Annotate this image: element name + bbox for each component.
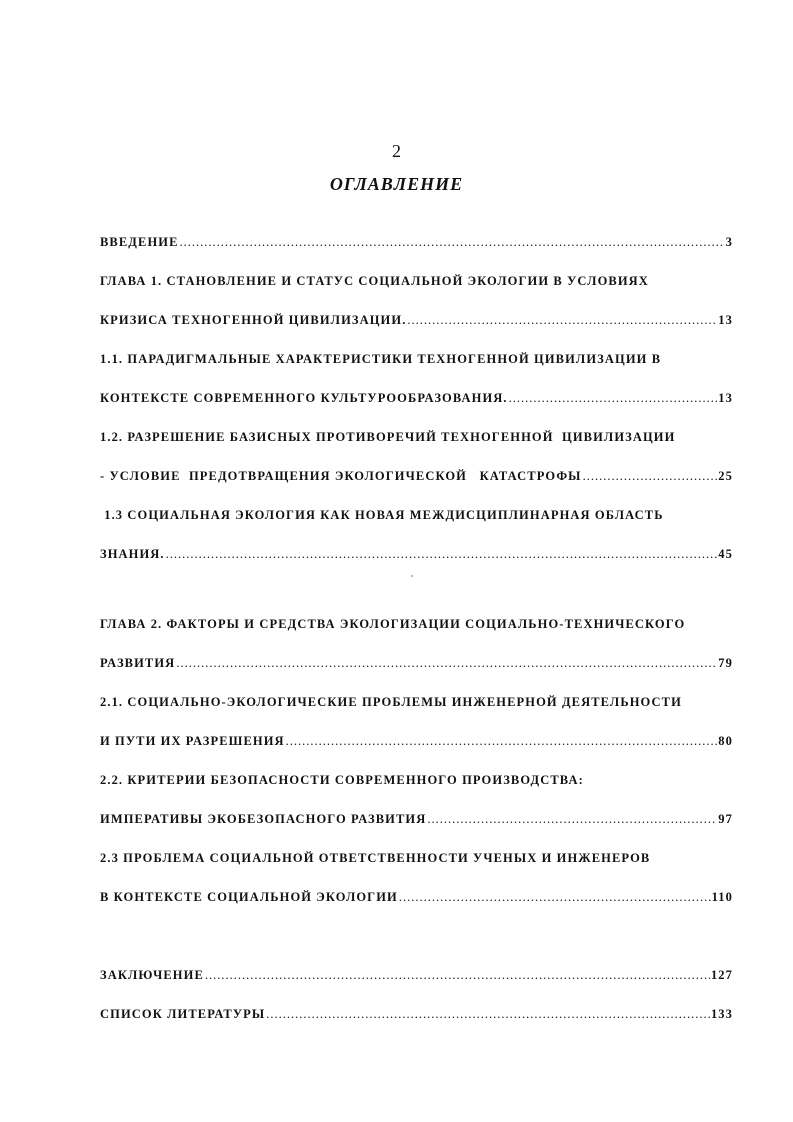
toc-entry-text: ИМПЕРАТИВЫ ЭКОБЕЗОПАСНОГО РАЗВИТИЯ <box>100 812 427 826</box>
dot-leader <box>509 391 718 406</box>
toc-entry-text: И ПУТИ ИХ РАЗРЕШЕНИЯ <box>100 734 285 748</box>
toc-entry-text: КРИЗИСА ТЕХНОГЕННОЙ ЦИВИЛИЗАЦИИ. <box>100 313 407 327</box>
toc-entry-text: 1.1. ПАРАДИГМАЛЬНЫЕ ХАРАКТЕРИСТИКИ ТЕХНОГЕННОЙ ЦИВИЛИЗАЦИИ В <box>100 352 662 366</box>
scan-speck <box>411 575 413 577</box>
toc-entry-text: ВВЕДЕНИЕ <box>100 235 179 249</box>
dot-leader <box>166 547 718 562</box>
toc-entry-text: РАЗВИТИЯ <box>100 656 176 670</box>
toc-entry-chapter-1-line-2[interactable] <box>100 313 733 333</box>
toc-entry-section-2-2-line-2[interactable] <box>100 812 733 832</box>
toc-entry-text: ГЛАВА 1. СТАНОВЛЕНИЕ И СТАТУС СОЦИАЛЬНОЙ ЭКОЛОГИИ В УСЛОВИЯХ <box>100 274 649 288</box>
toc-entry-section-2-3-line-2[interactable] <box>100 890 733 910</box>
toc-entry-bibliography[interactable] <box>100 1007 733 1027</box>
page-number: 2 <box>392 141 401 161</box>
toc-entry-text: ЗНАНИЯ. <box>100 547 165 561</box>
dot-leader <box>427 812 717 827</box>
toc-entry-text: 2.2. КРИТЕРИИ БЕЗОПАСНОСТИ СОВРЕМЕННОГО ПРОИЗВОДСТВА: <box>100 773 584 787</box>
toc-entry-text: - УСЛОВИЕ ПРЕДОТВРАЩЕНИЯ ЭКОЛОГИЧЕСКОЙ КАТАСТРОФЫ <box>100 469 582 483</box>
toc-entry-text: 1.2. РАЗРЕШЕНИЕ БАЗИСНЫХ ПРОТИВОРЕЧИЙ ТЕХНОГЕННОЙ ЦИВИЛИЗАЦИИ <box>100 430 676 444</box>
dot-leader <box>583 469 718 484</box>
toc-entry-section-1-3-line-1[interactable] <box>100 508 733 528</box>
toc-entry-section-2-2-line-1[interactable] <box>100 773 733 793</box>
toc-page-number: 79 <box>718 656 733 670</box>
toc-title: ОГЛАВЛЕНИЕ <box>329 174 464 194</box>
toc-page-number: 110 <box>711 890 733 904</box>
toc-entry-introduction[interactable] <box>100 235 733 255</box>
toc-page-number: 25 <box>718 469 733 483</box>
dot-leader <box>180 235 725 250</box>
toc-entry-text: 1.3 СОЦИАЛЬНАЯ ЭКОЛОГИЯ КАК НОВАЯ МЕЖДИСЦИПЛИНАРНАЯ ОБЛАСТЬ <box>100 508 664 522</box>
toc-entry-text: ЗАКЛЮЧЕНИЕ <box>100 968 204 982</box>
dot-leader <box>407 313 717 328</box>
dot-leader <box>205 968 710 983</box>
dot-leader <box>286 734 718 749</box>
toc-page-number: 97 <box>718 812 733 826</box>
dot-leader <box>266 1007 710 1022</box>
toc-page-number: 3 <box>725 235 733 249</box>
toc-entry-section-2-3-line-1[interactable] <box>100 851 733 871</box>
toc-page-number: 45 <box>718 547 733 561</box>
toc-entry-text: 2.3 ПРОБЛЕМА СОЦИАЛЬНОЙ ОТВЕТСТВЕННОСТИ УЧЕНЫХ И ИНЖЕНЕРОВ <box>100 851 651 865</box>
toc-page-number: 13 <box>718 313 733 327</box>
toc-entry-text: КОНТЕКСТЕ СОВРЕМЕННОГО КУЛЬТУРООБРАЗОВАНИЯ. <box>100 391 508 405</box>
toc-entry-section-2-1-line-2[interactable] <box>100 734 733 754</box>
toc-entry-section-1-1-line-2[interactable] <box>100 391 733 411</box>
toc-entry-text: 2.1. СОЦИАЛЬНО-ЭКОЛОГИЧЕСКИЕ ПРОБЛЕМЫ ИНЖЕНЕРНОЙ ДЕЯТЕЛЬНОСТИ <box>100 695 682 709</box>
toc-entry-text: ГЛАВА 2. ФАКТОРЫ И СРЕДСТВА ЭКОЛОГИЗАЦИИ СОЦИАЛЬНО-ТЕХНИЧЕСКОГО <box>100 617 686 631</box>
toc-entry-section-1-2-line-2[interactable] <box>100 469 733 489</box>
toc-entry-section-1-1-line-1[interactable] <box>100 352 733 372</box>
toc-entry-section-1-2-line-1[interactable] <box>100 430 733 450</box>
toc-entry-section-1-3-line-2[interactable] <box>100 547 733 567</box>
toc-entry-section-2-1-line-1[interactable] <box>100 695 733 715</box>
toc-page-number: 13 <box>718 391 733 405</box>
toc-entry-text: СПИСОК ЛИТЕРАТУРЫ <box>100 1007 266 1021</box>
toc-page-number: 80 <box>718 734 733 748</box>
toc-entry-conclusion[interactable] <box>100 968 733 988</box>
toc-entry-chapter-1-line-1[interactable] <box>100 274 733 294</box>
dot-leader <box>176 656 717 671</box>
toc-entry-text: В КОНТЕКСТЕ СОЦИАЛЬНОЙ ЭКОЛОГИИ <box>100 890 398 904</box>
toc-page-number: 127 <box>710 968 733 982</box>
dot-leader <box>399 890 711 905</box>
toc-entry-chapter-2-line-1[interactable] <box>100 617 733 637</box>
toc-entry-chapter-2-line-2[interactable] <box>100 656 733 676</box>
toc-page-number: 133 <box>710 1007 733 1021</box>
